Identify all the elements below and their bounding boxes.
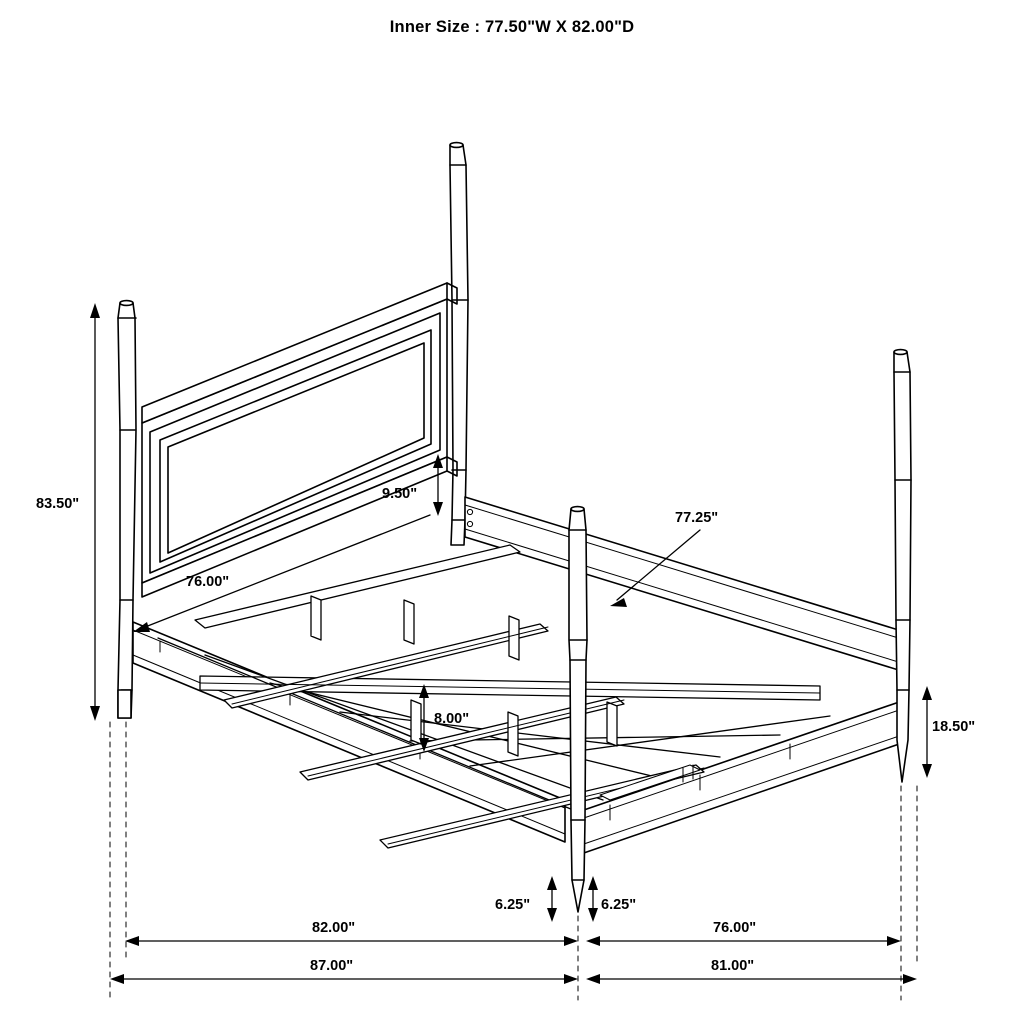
dim-label-77-25: 77.25" xyxy=(675,510,719,526)
dim-label-8-00: 8.00" xyxy=(434,711,470,727)
dim-label-18-50: 18.50" xyxy=(932,719,976,735)
footboard-rail xyxy=(578,700,905,855)
left-post-foot xyxy=(118,690,131,718)
dim-label-9-50: 9.50" xyxy=(382,486,418,502)
post-foot-left xyxy=(569,507,587,912)
dim-label-6-25-left: 6.25" xyxy=(495,897,531,913)
page-title: Inner Size : 77.50"W X 82.00"D xyxy=(389,18,635,36)
dim-label-81-00: 81.00" xyxy=(711,958,755,974)
post-head-right xyxy=(450,143,468,545)
dim-label-76-00: 76.00" xyxy=(713,920,757,936)
dim-label-76-headboard: 76.00" xyxy=(186,574,230,590)
post-foot-right xyxy=(894,350,911,782)
dim-label-83-50: 83.50" xyxy=(36,496,80,512)
dim-label-6-25-right: 6.25" xyxy=(601,897,637,913)
headboard-panel xyxy=(142,283,457,597)
dim-label-82-00: 82.00" xyxy=(312,920,356,936)
dim-label-87-00: 87.00" xyxy=(310,958,354,974)
